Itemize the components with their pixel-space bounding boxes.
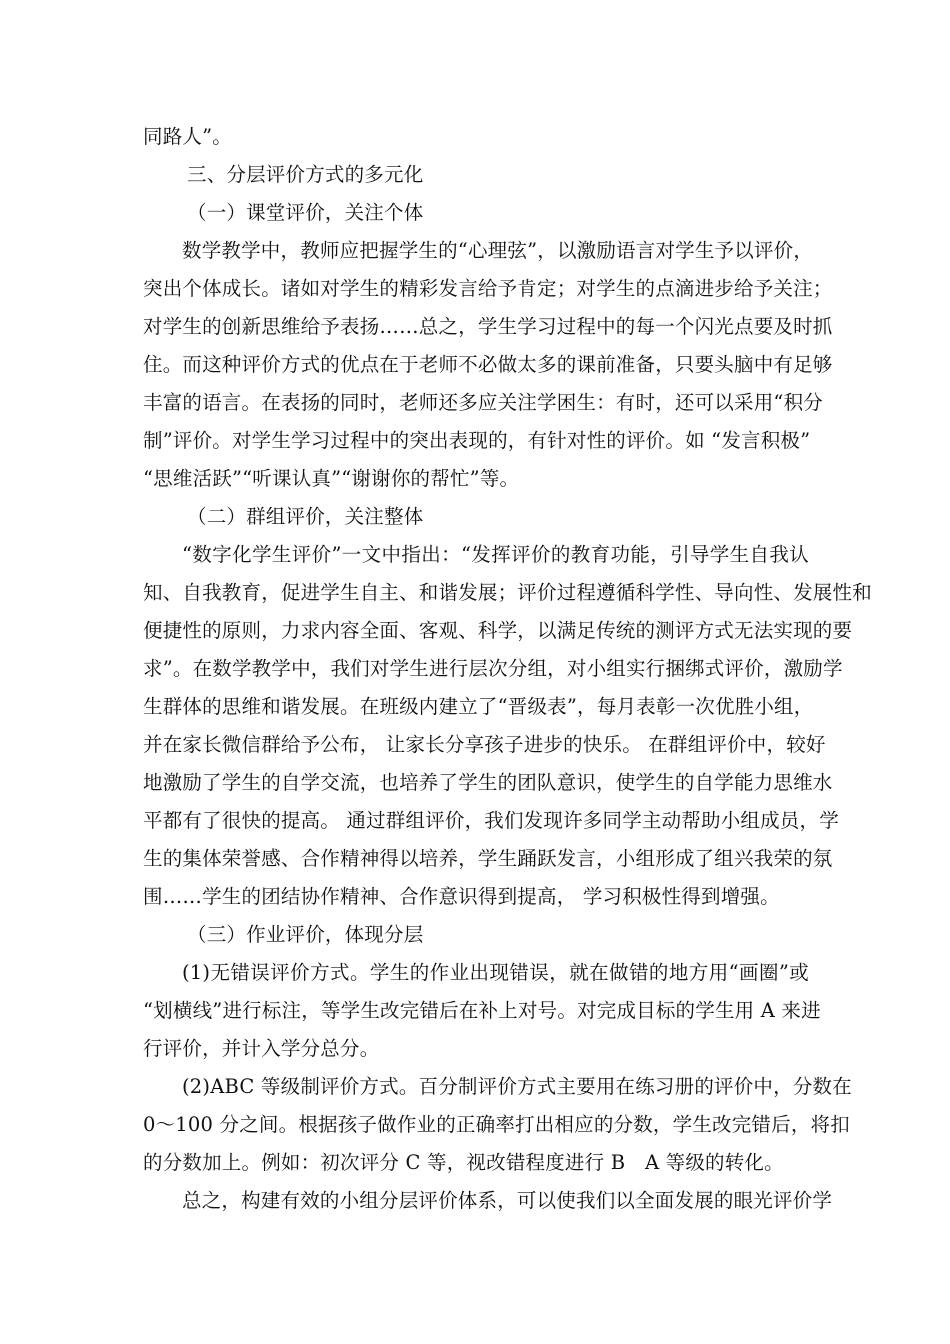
- text-line: 地激励了学生的自学交流，也培养了学生的团队意识，使学生的自学能力思维水: [143, 771, 833, 794]
- text-line: (1)无错误评价方式。学生的作业出现错误，就在做错的地方用“画圈”或: [182, 961, 809, 984]
- text-line: 求”。在数学教学中，我们对学生进行层次分组，对小组实行捆绑式评价，激励学: [143, 657, 843, 680]
- text-line: （二）群组评价，关注整体: [187, 505, 424, 528]
- text-line: “数字化学生评价”一文中指出：“发挥评价的教育功能，引导学生自我认: [182, 543, 809, 566]
- text-line: 的分数加上。例如：初次评分 C 等，视改错程度进行 B A 等级的转化。: [143, 1151, 784, 1174]
- text-line: 平都有了很快的提高。 通过群组评价，我们发现许多同学主动帮助小组成员，学: [143, 809, 839, 832]
- text-line: 生群体的思维和谐发展。在班级内建立了“晋级表”，每月表彰一次优胜小组，: [143, 695, 814, 718]
- text-line: 住。而这种评价方式的优点在于老师不必做太多的课前准备，只要头脑中有足够: [143, 353, 833, 376]
- text-line: 总之，构建有效的小组分层评价体系，可以使我们以全面发展的眼光评价学: [182, 1189, 833, 1212]
- text-line: 制”评价。对学生学习过程中的突出表现的，有针对性的评价。如 “发言积极”: [143, 429, 811, 452]
- text-line: 突出个体成长。诸如对学生的精彩发言给予肯定；对学生的点滴进步给予关注；: [143, 277, 833, 300]
- text-line: (2)ABC 等级制评价方式。百分制评价方式主要用在练习册的评价中，分数在: [182, 1075, 852, 1098]
- text-line: 便捷性的原则，力求内容全面、客观、科学，以满足传统的测评方式无法实现的要: [143, 619, 853, 642]
- text-line: 丰富的语言。在表扬的同时，老师还多应关注学困生：有时，还可以采用“积分: [143, 391, 823, 414]
- document-body: [143, 118, 872, 1220]
- text-line: 知、自我教育，促进学生自主、和谐发展；评价过程遵循科学性、导向性、发展性和: [143, 581, 872, 604]
- text-line: （三）作业评价，体现分层: [187, 923, 424, 946]
- text-line: 行评价，并计入学分总分。: [143, 1037, 380, 1060]
- text-line: “思维活跃”“听课认真”“谢谢你的帮忙”等。: [143, 467, 520, 490]
- text-line: “划横线”进行标注，等学生改完错后在补上对号。对完成目标的学生用 A 来进: [143, 999, 821, 1022]
- text-line: 生的集体荣誉感、合作精神得以培养，学生踊跃发言，小组形成了组兴我荣的氛: [143, 847, 833, 870]
- text-line: 数学教学中，教师应把握学生的“心理弦”，以激励语言对学生予以评价，: [182, 239, 814, 262]
- text-line: 围……学生的团结协作精神、合作意识得到提高， 学习积极性得到增强。: [143, 885, 780, 908]
- text-line: （一）课堂评价，关注个体: [187, 201, 424, 224]
- text-line: 对学生的创新思维给予表扬……总之，学生学习过程中的每一个闪光点要及时抓: [143, 315, 833, 338]
- text-line: 同路人”。: [143, 125, 232, 148]
- text-line: 三、分层评价方式的多元化: [187, 163, 424, 186]
- text-line: 0～100 分之间。根据孩子做作业的正确率打出相应的分数，学生改完错后，将扣: [143, 1113, 850, 1136]
- text-line: 并在家长微信群给予公布， 让家长分享孩子进步的快乐。 在群组评价中，较好: [143, 733, 826, 756]
